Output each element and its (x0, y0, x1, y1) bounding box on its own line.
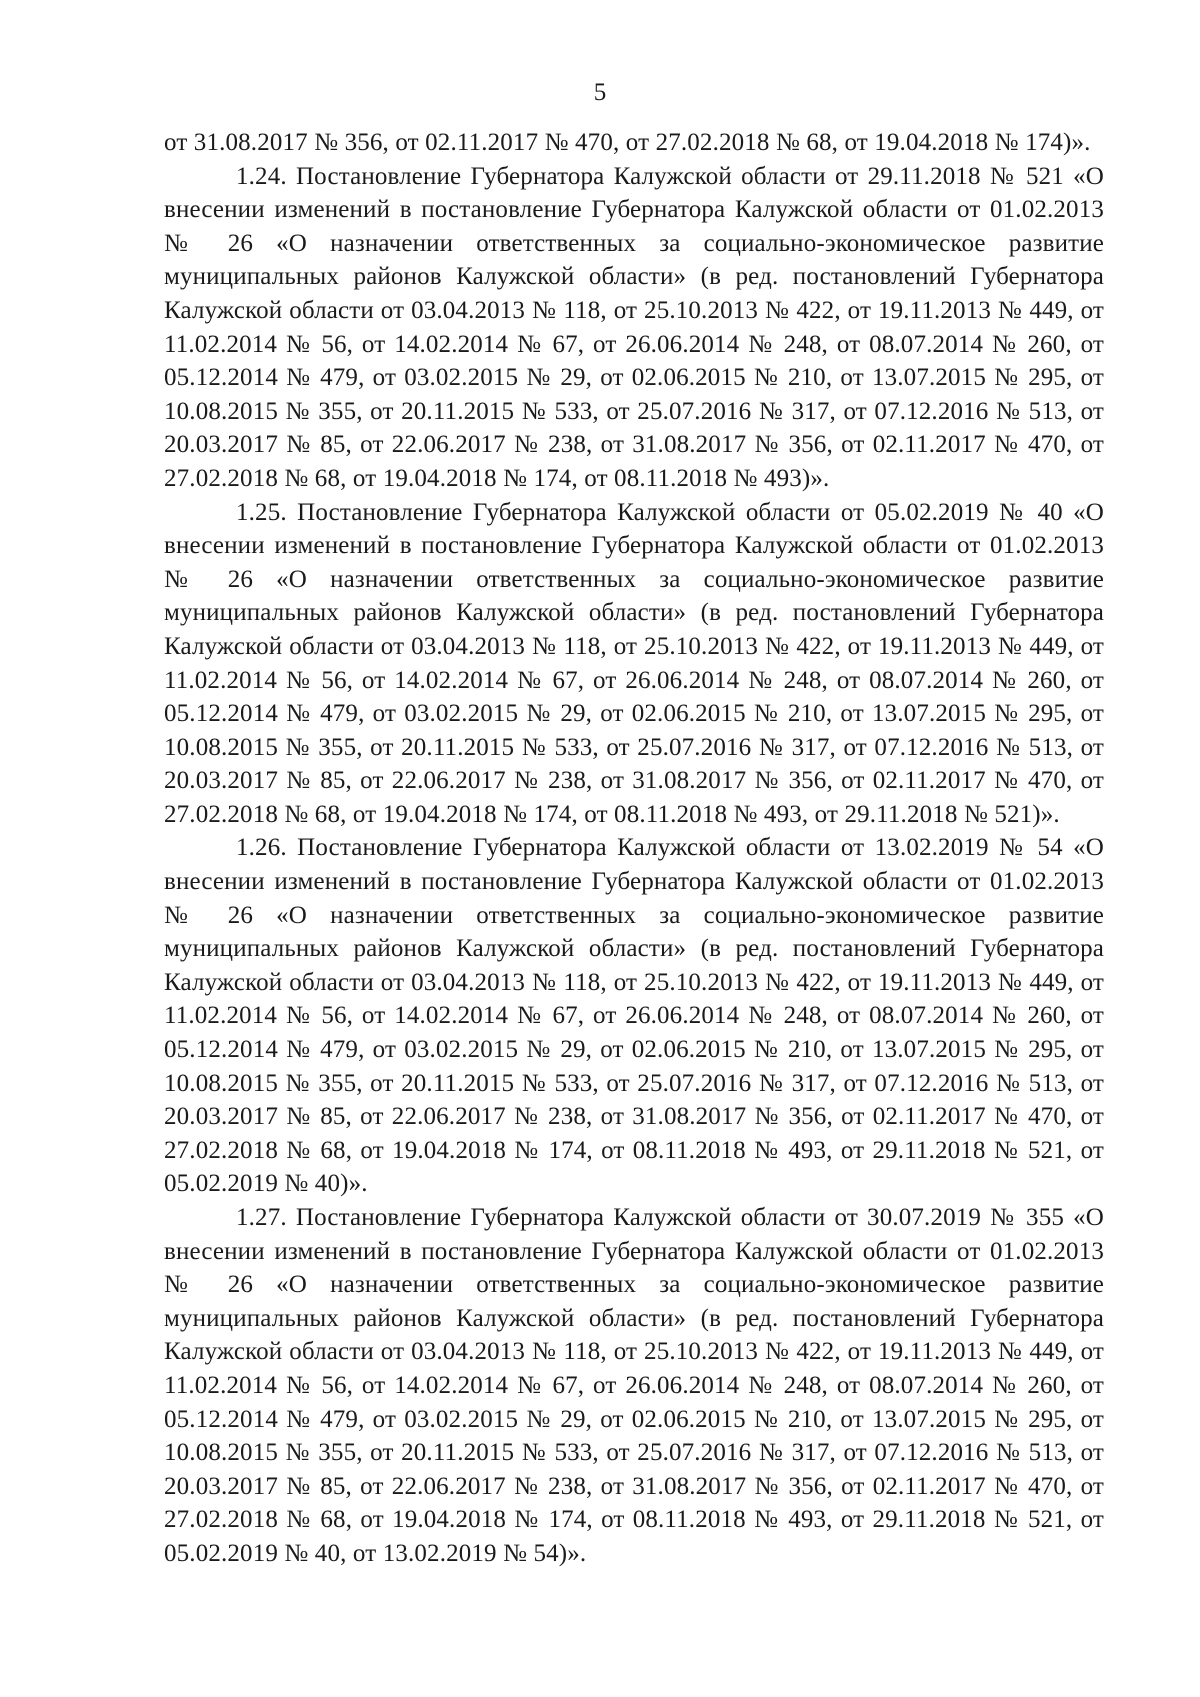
page-number: 5 (593, 79, 607, 106)
paragraph-continuation: от 31.08.2017 № 356, от 02.11.2017 № 470, от 27.02.2018 № 68, от 19.04.2018 № 174)». (164, 129, 1091, 156)
document-body (164, 126, 1104, 1571)
paragraph-item-1-24: 1.24. Постановление Губернатора Калужской области от 29.11.2018 № 521 «О внесении изменений в постановление Губернатора Калужской области от 01.02.2013 № 26 «О назначении ответственных за социально-экономическое развитие муниципальных районов Калужской области» (в ред. постановлений Губернатора Калужской области от 03.04.2013 № 118, от 25.10.2013 № 422, от 19.11.2013 № 449, от 11.02.2014 № 56, от 14.02.2014 № 67, от 26.06.2014 № 248, от 08.07.2014 № 260, от 05.12.2014 № 479, от 03.02.2015 № 29, от 02.06.2015 № 210, от 13.07.2015 № 295, от 10.08.2015 № 355, от 20.11.2015 № 533, от 25.07.2016 № 317, от 07.12.2016 № 513, от 20.03.2017 № 85, от 22.06.2017 № 238, от 31.08.2017 № 356, от 02.11.2017 № 470, от 27.02.2018 № 68, от 19.04.2018 № 174, от 08.11.2018 № 493)». (164, 162, 1104, 492)
paragraph-item-1-27: 1.27. Постановление Губернатора Калужской области от 30.07.2019 № 355 «О внесении изменений в постановление Губернатора Калужской области от 01.02.2013 № 26 «О назначении ответственных за социально-экономическое развитие муниципальных районов Калужской области» (в ред. постановлений Губернатора Калужской области от 03.04.2013 № 118, от 25.10.2013 № 422, от 19.11.2013 № 449, от 11.02.2014 № 56, от 14.02.2014 № 67, от 26.06.2014 № 248, от 08.07.2014 № 260, от 05.12.2014 № 479, от 03.02.2015 № 29, от 02.06.2015 № 210, от 13.07.2015 № 295, от 10.08.2015 № 355, от 20.11.2015 № 533, от 25.07.2016 № 317, от 07.12.2016 № 513, от 20.03.2017 № 85, от 22.06.2017 № 238, от 31.08.2017 № 356, от 02.11.2017 № 470, от 27.02.2018 № 68, от 19.04.2018 № 174, от 08.11.2018 № 493, от 29.11.2018 № 521, от 05.02.2019 № 40, от 13.02.2019 № 54)». (164, 1204, 1104, 1567)
paragraph-item-1-26: 1.26. Постановление Губернатора Калужской области от 13.02.2019 № 54 «О внесении изменений в постановление Губернатора Калужской области от 01.02.2013 № 26 «О назначении ответственных за социально-экономическое развитие муниципальных районов Калужской области» (в ред. постановлений Губернатора Калужской области от 03.04.2013 № 118, от 25.10.2013 № 422, от 19.11.2013 № 449, от 11.02.2014 № 56, от 14.02.2014 № 67, от 26.06.2014 № 248, от 08.07.2014 № 260, от 05.12.2014 № 479, от 03.02.2015 № 29, от 02.06.2015 № 210, от 13.07.2015 № 295, от 10.08.2015 № 355, от 20.11.2015 № 533, от 25.07.2016 № 317, от 07.12.2016 № 513, от 20.03.2017 № 85, от 22.06.2017 № 238, от 31.08.2017 № 356, от 02.11.2017 № 470, от 27.02.2018 № 68, от 19.04.2018 № 174, от 08.11.2018 № 493, от 29.11.2018 № 521, от 05.02.2019 № 40)». (164, 834, 1104, 1198)
paragraph-item-1-25: 1.25. Постановление Губернатора Калужской области от 05.02.2019 № 40 «О внесении изменений в постановление Губернатора Калужской области от 01.02.2013 № 26 «О назначении ответственных за социально-экономическое развитие муниципальных районов Калужской области» (в ред. постановлений Губернатора Калужской области от 03.04.2013 № 118, от 25.10.2013 № 422, от 19.11.2013 № 449, от 11.02.2014 № 56, от 14.02.2014 № 67, от 26.06.2014 № 248, от 08.07.2014 № 260, от 05.12.2014 № 479, от 03.02.2015 № 29, от 02.06.2015 № 210, от 13.07.2015 № 295, от 10.08.2015 № 355, от 20.11.2015 № 533, от 25.07.2016 № 317, от 07.12.2016 № 513, от 20.03.2017 № 85, от 22.06.2017 № 238, от 31.08.2017 № 356, от 02.11.2017 № 470, от 27.02.2018 № 68, от 19.04.2018 № 174, от 08.11.2018 № 493, от 29.11.2018 № 521)». (164, 498, 1104, 828)
